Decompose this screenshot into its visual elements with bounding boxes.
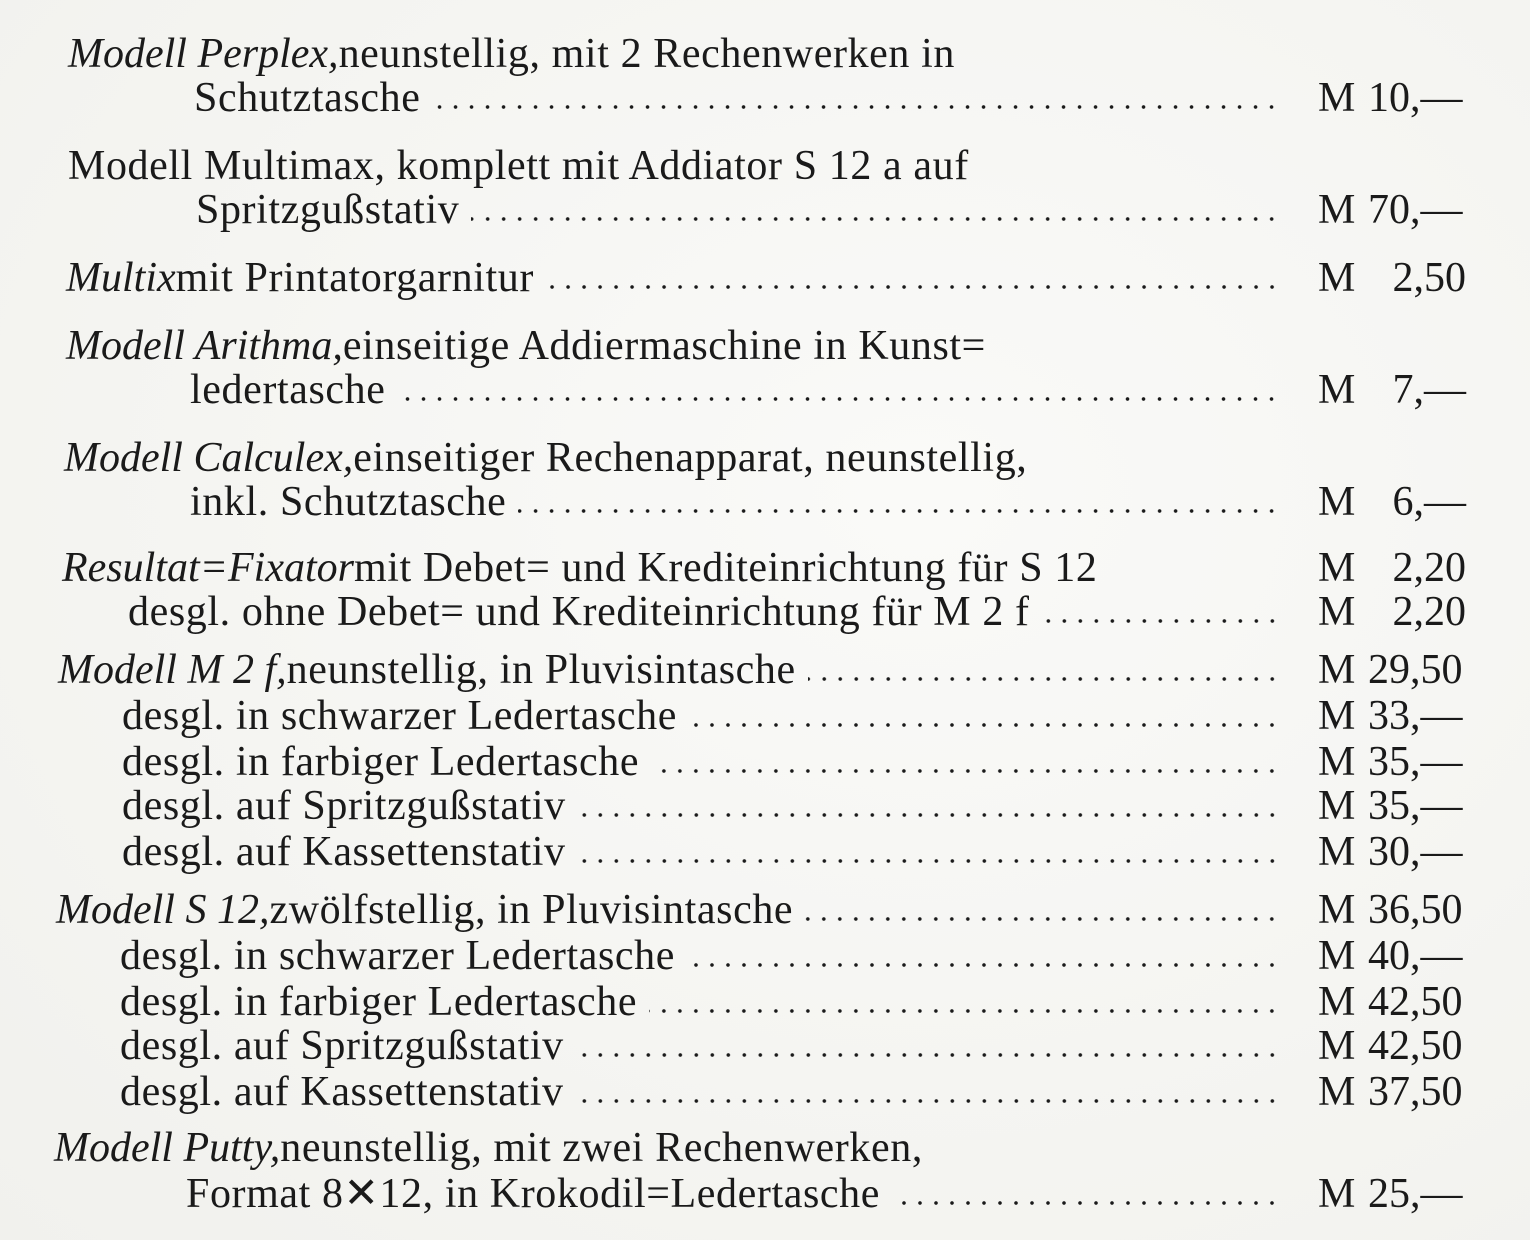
description: zwölfstellig, in Pluvisintasche [269, 887, 794, 933]
model-name: Multix [66, 255, 176, 301]
description: desgl. in schwarzer Ledertasche [120, 933, 676, 979]
price-multix [1318, 256, 1498, 302]
entry-fixator-line-1 [62, 546, 1302, 592]
model-name: Modell Calculex, [64, 435, 354, 481]
model-name: Modell S 12, [56, 887, 270, 933]
price-multimax [1318, 188, 1498, 234]
description: desgl. auf Kassettenstativ [122, 829, 566, 875]
currency-symbol: M [1318, 1069, 1356, 1115]
price-fixator-variant [1318, 590, 1498, 636]
description: desgl. auf Spritzgußstativ [122, 783, 566, 829]
dot-leader [649, 1008, 1280, 1014]
description: ledertasche [190, 367, 386, 413]
description: Schutztasche [194, 75, 421, 121]
entry-m2f-black-leather-line [122, 694, 1294, 740]
price-m2f-black-leather [1318, 694, 1498, 740]
price-value: 40,— [1368, 933, 1463, 979]
price-value: 42,50 [1368, 979, 1463, 1025]
dot-leader [689, 722, 1280, 728]
price-value: 37,50 [1368, 1069, 1463, 1115]
entry-calculex-line-2 [190, 480, 1294, 526]
entry-perplex-line-2 [194, 76, 1294, 122]
description: desgl. auf Kassettenstativ [120, 1069, 564, 1115]
dot-leader [576, 1052, 1280, 1058]
currency-symbol: M [1318, 545, 1356, 591]
price-value: 35,— [1368, 739, 1463, 785]
price-s12 [1318, 888, 1498, 934]
price-putty [1318, 1172, 1498, 1218]
description: mit Debet= und Krediteinrichtung für S 12 [353, 545, 1098, 591]
price-value: 35,— [1368, 783, 1463, 829]
entry-m2f-kassetten-line [122, 830, 1294, 876]
description: Format 8✕12, in Krokodil=Ledertasche [186, 1171, 880, 1217]
currency-symbol: M [1318, 187, 1356, 233]
entry-s12-kassetten-line [120, 1070, 1294, 1116]
price-m2f-spritzguss [1318, 784, 1498, 830]
entry-s12-line [56, 888, 1294, 934]
model-name: Modell Putty, [54, 1125, 281, 1171]
dot-leader [805, 916, 1280, 922]
dot-leader [892, 1200, 1280, 1206]
description: desgl. auf Spritzgußstativ [120, 1023, 564, 1069]
price-value: 6,— [1392, 479, 1466, 525]
entry-multix-line-1 [66, 256, 1294, 302]
currency-symbol: M [1318, 479, 1356, 525]
entry-calculex-line-1 [64, 436, 1294, 482]
entry-arithma-line-2 [190, 368, 1294, 414]
dot-leader [471, 216, 1280, 222]
price-value: 36,50 [1368, 887, 1463, 933]
price-s12-spritzguss [1318, 1024, 1498, 1070]
model-name: Modell M 2 f, [58, 647, 287, 693]
entry-perplex-line-1 [68, 32, 1188, 78]
description: neunstellig, mit zwei Rechenwerken, [280, 1125, 923, 1171]
description: desgl. in farbiger Ledertasche [120, 979, 638, 1025]
entry-s12-black-leather-line [120, 934, 1294, 980]
price-value: 10,— [1368, 75, 1463, 121]
currency-symbol: M [1318, 783, 1356, 829]
price-fixator [1318, 546, 1498, 592]
price-s12-kassetten [1318, 1070, 1498, 1116]
entry-multimax-line-1 [68, 144, 1188, 190]
price-value: 30,— [1368, 829, 1463, 875]
entry-multimax-line-2 [196, 188, 1294, 234]
entry-putty-line-2 [186, 1172, 1294, 1218]
model-name: Modell Arithma, [66, 323, 343, 369]
price-value: 2,20 [1392, 545, 1466, 591]
description: desgl. in schwarzer Ledertasche [122, 693, 678, 739]
currency-symbol: M [1318, 829, 1356, 875]
price-value: 70,— [1368, 187, 1463, 233]
price-m2f-kassetten [1318, 830, 1498, 876]
currency-symbol: M [1318, 739, 1356, 785]
description: desgl. in farbiger Ledertasche [122, 739, 640, 785]
description: inkl. Schutztasche [190, 479, 507, 525]
currency-symbol: M [1318, 367, 1356, 413]
description: neunstellig, mit 2 Rechenwerken in [338, 31, 955, 77]
price-value: 7,— [1392, 367, 1466, 413]
currency-symbol: M [1318, 589, 1356, 635]
entry-m2f-line [58, 648, 1294, 694]
model-name: Modell Perplex, [68, 31, 339, 77]
currency-symbol: M [1318, 255, 1356, 301]
description: einseitige Addiermaschine in Kunst= [342, 323, 986, 369]
description: desgl. ohne Debet= und Krediteinrichtung für M 2 f [128, 589, 1030, 635]
entry-m2f-spritzguss-line [122, 784, 1294, 830]
currency-symbol: M [1318, 1023, 1356, 1069]
currency-symbol: M [1318, 933, 1356, 979]
dot-leader [687, 962, 1280, 968]
price-s12-colored-leather [1318, 980, 1498, 1026]
dot-leader [578, 812, 1280, 818]
dot-leader [397, 396, 1280, 402]
currency-symbol: M [1318, 1171, 1356, 1217]
price-perplex [1318, 76, 1498, 122]
description: Modell Multimax, komplett mit Addiator S 12 a auf [68, 143, 969, 189]
dot-leader [651, 768, 1280, 774]
entry-m2f-colored-leather-line [122, 740, 1294, 786]
entry-s12-spritzguss-line [120, 1024, 1294, 1070]
entry-fixator-variant-line [128, 590, 1294, 636]
dot-leader [432, 104, 1280, 110]
dot-leader [1042, 618, 1280, 624]
price-calculex [1318, 480, 1498, 526]
price-m2f [1318, 648, 1498, 694]
dot-leader [576, 1098, 1280, 1104]
entry-s12-colored-leather-line [120, 980, 1294, 1026]
description: einseitiger Rechenapparat, neunstellig, [353, 435, 1028, 481]
price-arithma [1318, 368, 1498, 414]
price-value: 33,— [1368, 693, 1463, 739]
currency-symbol: M [1318, 647, 1356, 693]
price-value: 29,50 [1368, 647, 1463, 693]
price-value: 2,20 [1392, 589, 1466, 635]
description: neunstellig, in Pluvisintasche [286, 647, 796, 693]
price-s12-black-leather [1318, 934, 1498, 980]
price-value: 42,50 [1368, 1023, 1463, 1069]
price-m2f-colored-leather [1318, 740, 1498, 786]
currency-symbol: M [1318, 693, 1356, 739]
price-value: 2,50 [1392, 255, 1466, 301]
currency-symbol: M [1318, 979, 1356, 1025]
dot-leader [578, 858, 1280, 864]
description: Spritzgußstativ [196, 187, 460, 233]
dot-leader [808, 676, 1280, 682]
price-value: 25,— [1368, 1171, 1463, 1217]
dot-leader [546, 284, 1280, 290]
currency-symbol: M [1318, 887, 1356, 933]
dot-leader [518, 508, 1280, 514]
model-name: Resultat=Fixator [62, 545, 354, 591]
entry-putty-line-1 [54, 1126, 1174, 1172]
description: mit Printatorgarnitur [175, 255, 534, 301]
currency-symbol: M [1318, 75, 1356, 121]
entry-arithma-line-1 [66, 324, 1226, 370]
